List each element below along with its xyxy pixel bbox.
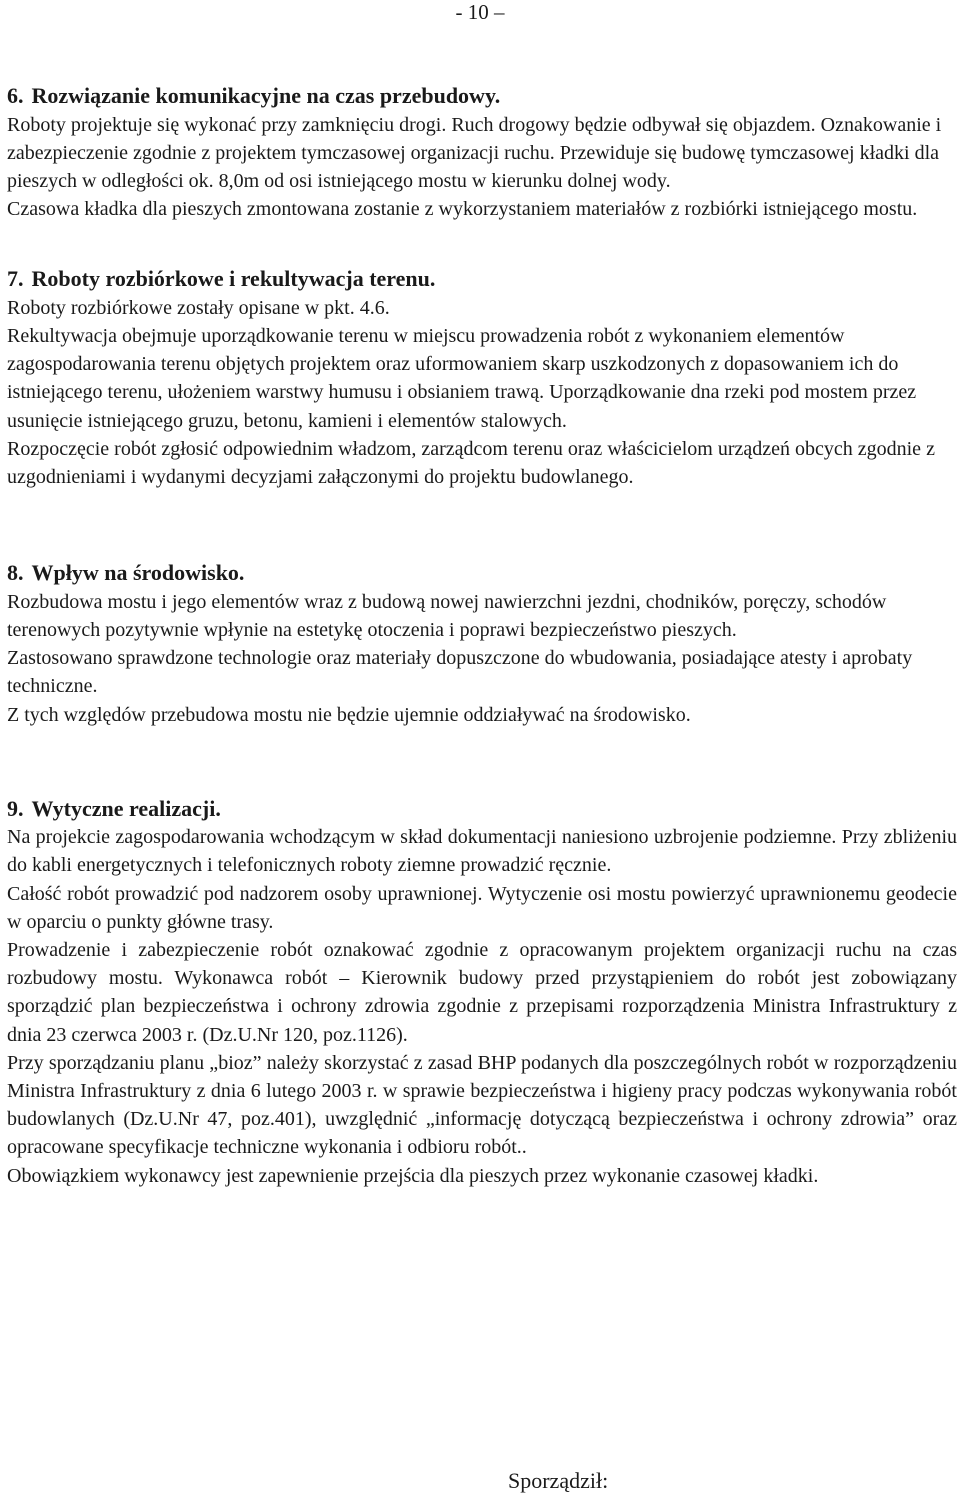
document-body (7, 82, 957, 1190)
signature-label: Sporządził: (508, 1468, 609, 1493)
paragraph: Na projekcie zagospodarowania wchodzącym w skład dokumentacji naniesiono uzbrojenie podziemne. Przy zbliżeniu do kabli energetycznych i telefonicznych roboty ziemne prowadzić ręcznie. (7, 826, 957, 877)
paragraph: Zastosowano sprawdzone technologie oraz materiały dopuszczone do wbudowania, posiadające atesty i aprobaty techniczne. (7, 647, 913, 698)
paragraph: Rekultywacja obejmuje uporządkowanie terenu w miejscu prowadzenia robót z wykonaniem elementów zagospodarowania terenu objętych projektem oraz uformowaniem skarp uszkodzonych z dopasowaniem ich do istniejącego terenu, ułożeniem warstwy humusu i obsianiem trawą. Uporządkowanie dna rzeki pod mostem przez usunięcie istniejącego gruzu, betonu, kamieni i elementów stalowych. (7, 325, 917, 432)
section-9 (7, 795, 957, 1190)
section-number: 6. (7, 83, 24, 108)
paragraph: Przy sporządzaniu planu „bioz” należy skorzystać z zasad BHP podanych dla poszczególnych robót w rozporządzeniu Ministra Infrastruktury z dnia 6 lutego 2003 r. w sprawie bezpieczeństwa i higieny pracy podczas wykonywania robót budowlanych (Dz.U.Nr 47, poz.401), uwzględnić „informację dotyczącą bezpieczeństwa i ochrony zdrowia” oraz opracowane specyfikacje techniczne wykonania i odbioru robót.. (7, 1051, 957, 1159)
section-number: 9. (7, 795, 24, 821)
section-title: Wpływ na środowisko. (31, 560, 245, 586)
section-6 (7, 82, 957, 223)
paragraph: Rozbudowa mostu i jego elementów wraz z budową nowej nawierzchni jezdni, chodników, poręczy, schodów terenowych pozytywnie wpłynie na estetykę otoczenia i poprawi bezpieczeństwo pieszych. (7, 590, 887, 641)
section-heading (7, 82, 957, 111)
paragraph: Obowiązkiem wykonawcy jest zapewnienie przejścia dla pieszych przez wykonanie czasowej kładki. (7, 1164, 819, 1187)
section-title: Wytyczne realizacji. (31, 795, 221, 821)
paragraph: Z tych względów przebudowa mostu nie będzie ujemnie oddziaływać na środowisko. (7, 703, 691, 726)
section-heading (7, 265, 957, 294)
paragraph: Roboty rozbiórkowe zostały opisane w pkt. 4.6. (7, 296, 390, 319)
section-title: Rozwiązanie komunikacyjne na czas przebudowy. (31, 83, 501, 108)
section-number: 8. (7, 560, 24, 586)
paragraph: Roboty projektuje się wykonać przy zamknięciu drogi. Ruch drogowy będzie odbywał się objazdem. Oznakowanie i zabezpieczenie zgodnie z projektem tymczasowej organizacji ruchu. Przewiduje się budowę tymczasowej kładki dla pieszych w odległości ok. 8,0m od osi istniejącego mostu w kierunku dolnej wody. (7, 113, 942, 192)
paragraph: Prowadzenie i zabezpieczenie robót oznakować zgodnie z opracowanym projektem organizacji ruchu na czas rozbudowy mostu. Wykonawca robót – Kierownik budowy przed przystąpieniem do robót jest zobowiązany sporządzić plan bezpieczeństwa i ochrony zdrowia zgodnie z przepisami rozporządzenia Ministra Infrastruktury z dnia 23 czerwca 2003 r. (Dz.U.Nr 120, poz.1126). (7, 939, 957, 1046)
section-heading (7, 559, 957, 588)
paragraph: Całość robót prowadzić pod nadzorem osoby uprawnionej. Wytyczenie osi mostu powierzyć uprawnionemu geodecie w oparciu o punkty główne trasy. (7, 882, 957, 933)
section-7 (7, 265, 957, 491)
section-title: Roboty rozbiórkowe i rekultywacja terenu. (31, 266, 436, 292)
page-number: - 10 – (455, 0, 505, 24)
paragraph: Rozpoczęcie robót zgłosić odpowiednim władzom, zarządcom terenu oraz właścicielom urządzeń obcych zgodnie z uzgodnieniami i wydanymi decyzjami załączonymi do projektu budowlanego. (7, 437, 935, 489)
section-number: 7. (7, 266, 24, 292)
paragraph: Czasowa kładka dla pieszych zmontowana zostanie z wykorzystaniem materiałów z rozbiórki istniejącego mostu. (7, 198, 918, 221)
section-8 (7, 559, 957, 729)
section-heading (7, 795, 957, 824)
